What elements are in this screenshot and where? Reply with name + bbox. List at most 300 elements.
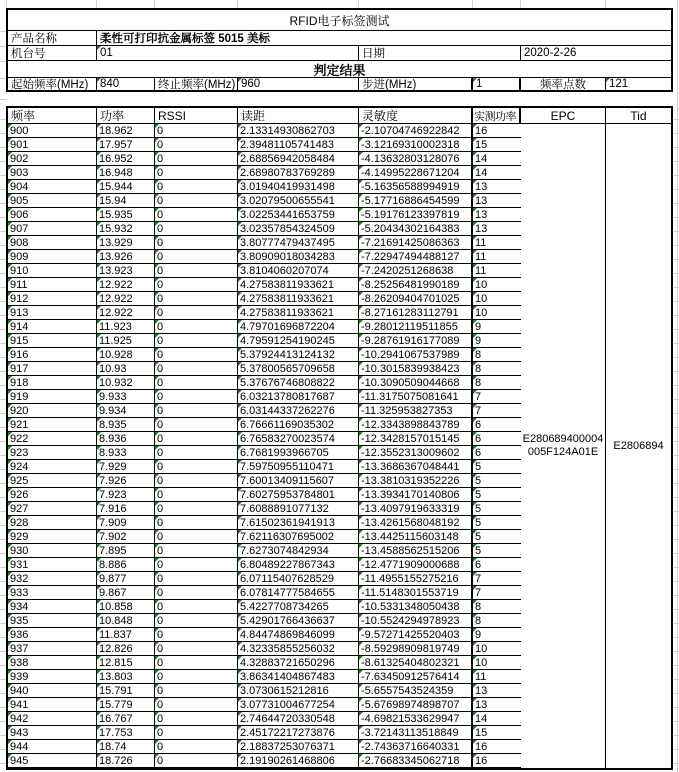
cell-rssi[interactable]: 0 — [155, 194, 238, 207]
cell-measured-power[interactable]: 5 — [473, 474, 521, 487]
machine-no-value[interactable]: 01 — [97, 46, 359, 60]
cell-measured-power[interactable]: 5 — [473, 544, 521, 557]
cell-rssi[interactable]: 0 — [155, 376, 238, 389]
cell-sensitivity[interactable]: -7.63450912576414 — [359, 670, 473, 683]
cell-frequency[interactable]: 920 — [8, 404, 97, 417]
cell-read-range[interactable]: 2.74644720330548 — [238, 712, 359, 725]
cell-frequency[interactable]: 935 — [8, 614, 97, 627]
cell-power[interactable]: 7.926 — [97, 474, 155, 487]
cell-power[interactable]: 10.848 — [97, 614, 155, 627]
cell-rssi[interactable]: 0 — [155, 138, 238, 151]
cell-rssi[interactable]: 0 — [155, 642, 238, 655]
cell-frequency[interactable]: 934 — [8, 600, 97, 613]
cell-measured-power[interactable]: 8 — [473, 614, 521, 627]
col-header-sensitivity[interactable]: 灵敏度 — [359, 108, 473, 123]
cell-sensitivity[interactable]: -10.5331348050438 — [359, 600, 473, 613]
cell-read-range[interactable]: 5.37676746808822 — [238, 376, 359, 389]
cell-measured-power[interactable]: 14 — [473, 166, 521, 179]
cell-power[interactable]: 7.909 — [97, 516, 155, 529]
cell-measured-power[interactable]: 11 — [473, 670, 521, 683]
cell-sensitivity[interactable]: -12.4771909000688 — [359, 558, 473, 571]
cell-power[interactable]: 7.923 — [97, 488, 155, 501]
cell-power[interactable]: 16.952 — [97, 152, 155, 165]
cell-sensitivity[interactable]: -10.3090509044668 — [359, 376, 473, 389]
cell-frequency[interactable]: 932 — [8, 572, 97, 585]
cell-frequency[interactable]: 913 — [8, 306, 97, 319]
col-header-tid[interactable]: Tid — [630, 108, 647, 123]
cell-measured-power[interactable]: 5 — [473, 502, 521, 515]
cell-sensitivity[interactable]: -2.76683345062718 — [359, 754, 473, 767]
cell-frequency[interactable]: 903 — [8, 166, 97, 179]
cell-read-range[interactable]: 6.80489227867343 — [238, 558, 359, 571]
cell-rssi[interactable]: 0 — [155, 292, 238, 305]
cell-power[interactable]: 12.922 — [97, 292, 155, 305]
cell-frequency[interactable]: 928 — [8, 516, 97, 529]
cell-frequency[interactable]: 929 — [8, 530, 97, 543]
cell-frequency[interactable]: 940 — [8, 684, 97, 697]
cell-sensitivity[interactable]: -13.3810319352226 — [359, 474, 473, 487]
cell-read-range[interactable]: 7.60013409115607 — [238, 474, 359, 487]
cell-sensitivity[interactable]: -9.28761916177089 — [359, 334, 473, 347]
verdict-title[interactable]: 判定结果 — [8, 61, 671, 78]
cell-read-range[interactable]: 4.79701696872204 — [238, 320, 359, 333]
cell-read-range[interactable]: 3.8104060207074 — [238, 264, 359, 277]
cell-measured-power[interactable]: 6 — [473, 558, 521, 571]
cell-power[interactable]: 15.935 — [97, 208, 155, 221]
cell-power[interactable]: 7.929 — [97, 460, 155, 473]
cell-rssi[interactable]: 0 — [155, 740, 238, 753]
cell-read-range[interactable]: 6.76661169035302 — [238, 418, 359, 431]
cell-frequency[interactable]: 926 — [8, 488, 97, 501]
cell-frequency[interactable]: 933 — [8, 586, 97, 599]
cell-frequency[interactable]: 939 — [8, 670, 97, 683]
cell-measured-power[interactable]: 13 — [473, 208, 521, 221]
cell-measured-power[interactable]: 7 — [473, 572, 521, 585]
cell-sensitivity[interactable]: -5.19176123397819 — [359, 208, 473, 221]
cell-sensitivity[interactable]: -8.59298909819749 — [359, 642, 473, 655]
cell-read-range[interactable]: 7.59750955110471 — [238, 460, 359, 473]
cell-power[interactable]: 12.922 — [97, 278, 155, 291]
cell-read-range[interactable]: 6.07814777584655 — [238, 586, 359, 599]
col-header-frequency[interactable]: 频率 — [8, 108, 97, 123]
stop-freq-label[interactable]: 终止频率(MHz) — [155, 78, 238, 90]
cell-read-range[interactable]: 6.03144337262276 — [238, 404, 359, 417]
cell-power[interactable]: 15.94 — [97, 194, 155, 207]
cell-read-range[interactable]: 3.0730615212816 — [238, 684, 359, 697]
cell-power[interactable]: 17.753 — [97, 726, 155, 739]
cell-measured-power[interactable]: 6 — [473, 418, 521, 431]
cell-read-range[interactable]: 4.27583811933621 — [238, 278, 359, 291]
cell-sensitivity[interactable]: -7.22947494488127 — [359, 250, 473, 263]
cell-read-range[interactable]: 7.6273074842934 — [238, 544, 359, 557]
freq-points-value[interactable]: 121 — [606, 78, 671, 90]
cell-frequency[interactable]: 918 — [8, 376, 97, 389]
cell-power[interactable]: 9.877 — [97, 572, 155, 585]
col-header-measured-power[interactable]: 实测功率 — [473, 108, 521, 123]
cell-frequency[interactable]: 925 — [8, 474, 97, 487]
cell-power[interactable]: 13.926 — [97, 250, 155, 263]
step-value[interactable]: 1 — [473, 78, 521, 90]
cell-rssi[interactable]: 0 — [155, 474, 238, 487]
cell-sensitivity[interactable]: -13.3686367048441 — [359, 460, 473, 473]
cell-measured-power[interactable]: 11 — [473, 250, 521, 263]
col-header-epc[interactable]: EPC — [521, 108, 606, 123]
cell-frequency[interactable]: 916 — [8, 348, 97, 361]
cell-measured-power[interactable]: 8 — [473, 376, 521, 389]
cell-read-range[interactable]: 6.03213780817687 — [238, 390, 359, 403]
cell-sensitivity[interactable]: -12.3552313009602 — [359, 446, 473, 459]
cell-measured-power[interactable]: 5 — [473, 516, 521, 529]
cell-power[interactable]: 15.791 — [97, 684, 155, 697]
cell-frequency[interactable]: 908 — [8, 236, 97, 249]
cell-frequency[interactable]: 902 — [8, 152, 97, 165]
product-name-value[interactable]: 柔性可打印抗金属标签 5015 美标 — [100, 33, 270, 45]
cell-read-range[interactable]: 3.86341404867483 — [238, 670, 359, 683]
cell-power[interactable]: 9.933 — [97, 390, 155, 403]
epc-merged-cell[interactable] — [521, 124, 606, 768]
cell-read-range[interactable]: 4.84474869846099 — [238, 628, 359, 641]
cell-rssi[interactable]: 0 — [155, 446, 238, 459]
cell-power[interactable]: 11.925 — [97, 334, 155, 347]
cell-measured-power[interactable]: 10 — [473, 278, 521, 291]
cell-measured-power[interactable]: 13 — [473, 194, 521, 207]
cell-rssi[interactable]: 0 — [155, 712, 238, 725]
cell-power[interactable]: 11.837 — [97, 628, 155, 641]
cell-power[interactable]: 13.929 — [97, 236, 155, 249]
cell-power[interactable]: 10.932 — [97, 376, 155, 389]
cell-read-range[interactable]: 7.62116307695002 — [238, 530, 359, 543]
cell-power[interactable]: 7.895 — [97, 544, 155, 557]
cell-sensitivity[interactable]: -7.2420251268638 — [359, 264, 473, 277]
cell-measured-power[interactable]: 13 — [473, 180, 521, 193]
cell-rssi[interactable]: 0 — [155, 166, 238, 179]
cell-rssi[interactable]: 0 — [155, 754, 238, 767]
cell-measured-power[interactable]: 6 — [473, 446, 521, 459]
cell-read-range[interactable]: 6.07115407628529 — [238, 572, 359, 585]
cell-rssi[interactable]: 0 — [155, 684, 238, 697]
cell-read-range[interactable]: 3.07731004677254 — [238, 698, 359, 711]
cell-sensitivity[interactable]: -8.26209404701025 — [359, 292, 473, 305]
cell-sensitivity[interactable]: -10.2941067537989 — [359, 348, 473, 361]
cell-read-range[interactable]: 4.27583811933621 — [238, 306, 359, 319]
cell-frequency[interactable]: 937 — [8, 642, 97, 655]
cell-rssi[interactable]: 0 — [155, 628, 238, 641]
cell-measured-power[interactable]: 13 — [473, 698, 521, 711]
cell-power[interactable]: 13.923 — [97, 264, 155, 277]
cell-measured-power[interactable]: 8 — [473, 348, 521, 361]
cell-frequency[interactable]: 905 — [8, 194, 97, 207]
cell-rssi[interactable]: 0 — [155, 418, 238, 431]
cell-sensitivity[interactable]: -5.16356588994919 — [359, 180, 473, 193]
cell-sensitivity[interactable]: -8.25256481990189 — [359, 278, 473, 291]
cell-rssi[interactable]: 0 — [155, 306, 238, 319]
cell-measured-power[interactable]: 16 — [473, 754, 521, 767]
cell-sensitivity[interactable]: -10.3015839938423 — [359, 362, 473, 375]
cell-rssi[interactable]: 0 — [155, 264, 238, 277]
cell-frequency[interactable]: 906 — [8, 208, 97, 221]
cell-read-range[interactable]: 5.37800565709658 — [238, 362, 359, 375]
cell-sensitivity[interactable]: -3.72143113518849 — [359, 726, 473, 739]
cell-read-range[interactable]: 2.68980783769289 — [238, 166, 359, 179]
cell-frequency[interactable]: 915 — [8, 334, 97, 347]
cell-frequency[interactable]: 907 — [8, 222, 97, 235]
cell-rssi[interactable]: 0 — [155, 124, 238, 137]
cell-frequency[interactable]: 919 — [8, 390, 97, 403]
cell-read-range[interactable]: 3.80909018034283 — [238, 250, 359, 263]
cell-power[interactable]: 10.928 — [97, 348, 155, 361]
cell-frequency[interactable]: 942 — [8, 712, 97, 725]
cell-sensitivity[interactable]: -13.4261568048192 — [359, 516, 473, 529]
cell-frequency[interactable]: 945 — [8, 754, 97, 767]
step-label[interactable]: 步进(MHz) — [359, 78, 473, 90]
cell-rssi[interactable]: 0 — [155, 544, 238, 557]
cell-read-range[interactable]: 2.13314930862703 — [238, 124, 359, 137]
cell-read-range[interactable]: 5.42901766436637 — [238, 614, 359, 627]
cell-power[interactable]: 18.726 — [97, 754, 155, 767]
cell-rssi[interactable]: 0 — [155, 600, 238, 613]
cell-power[interactable]: 9.867 — [97, 586, 155, 599]
cell-frequency[interactable]: 931 — [8, 558, 97, 571]
cell-power[interactable]: 12.922 — [97, 306, 155, 319]
cell-read-range[interactable]: 5.4227708734265 — [238, 600, 359, 613]
cell-power[interactable]: 18.962 — [97, 124, 155, 137]
cell-measured-power[interactable]: 7 — [473, 586, 521, 599]
cell-power[interactable]: 12.826 — [97, 642, 155, 655]
cell-frequency[interactable]: 922 — [8, 432, 97, 445]
cell-measured-power[interactable]: 15 — [473, 726, 521, 739]
cell-read-range[interactable]: 4.79591254190245 — [238, 334, 359, 347]
cell-read-range[interactable]: 2.18837253076371 — [238, 740, 359, 753]
cell-frequency[interactable]: 944 — [8, 740, 97, 753]
cell-frequency[interactable]: 917 — [8, 362, 97, 375]
cell-frequency[interactable]: 901 — [8, 138, 97, 151]
cell-sensitivity[interactable]: -4.14995228671204 — [359, 166, 473, 179]
cell-measured-power[interactable]: 9 — [473, 320, 521, 333]
cell-power[interactable]: 10.93 — [97, 362, 155, 375]
col-header-read-range[interactable]: 读距 — [238, 108, 359, 123]
cell-read-range[interactable]: 6.7681993966705 — [238, 446, 359, 459]
cell-sensitivity[interactable]: -7.21691425086363 — [359, 236, 473, 249]
cell-rssi[interactable]: 0 — [155, 488, 238, 501]
cell-frequency[interactable]: 943 — [8, 726, 97, 739]
cell-rssi[interactable]: 0 — [155, 236, 238, 249]
cell-rssi[interactable]: 0 — [155, 656, 238, 669]
cell-rssi[interactable]: 0 — [155, 698, 238, 711]
cell-power[interactable]: 8.933 — [97, 446, 155, 459]
cell-measured-power[interactable]: 10 — [473, 306, 521, 319]
cell-measured-power[interactable]: 16 — [473, 740, 521, 753]
cell-measured-power[interactable]: 5 — [473, 488, 521, 501]
cell-read-range[interactable]: 3.02253441653759 — [238, 208, 359, 221]
cell-power[interactable]: 9.934 — [97, 404, 155, 417]
cell-power[interactable]: 15.944 — [97, 180, 155, 193]
cell-rssi[interactable]: 0 — [155, 516, 238, 529]
cell-measured-power[interactable]: 5 — [473, 530, 521, 543]
product-name-label[interactable]: 产品名称 — [8, 31, 97, 45]
cell-sensitivity[interactable]: -13.3934170140806 — [359, 488, 473, 501]
cell-measured-power[interactable]: 15 — [473, 138, 521, 151]
cell-rssi[interactable]: 0 — [155, 530, 238, 543]
cell-read-range[interactable]: 2.45172217273876 — [238, 726, 359, 739]
cell-frequency[interactable]: 930 — [8, 544, 97, 557]
cell-rssi[interactable]: 0 — [155, 670, 238, 683]
cell-power[interactable]: 8.886 — [97, 558, 155, 571]
cell-sensitivity[interactable]: -5.6557543524359 — [359, 684, 473, 697]
cell-sensitivity[interactable]: -9.57271425520403 — [359, 628, 473, 641]
start-freq-value[interactable]: 840 — [97, 78, 155, 90]
cell-frequency[interactable]: 910 — [8, 264, 97, 277]
cell-sensitivity[interactable]: -2.74363716640331 — [359, 740, 473, 753]
cell-power[interactable]: 15.932 — [97, 222, 155, 235]
cell-rssi[interactable]: 0 — [155, 558, 238, 571]
cell-power[interactable]: 16.767 — [97, 712, 155, 725]
cell-sensitivity[interactable]: -4.13632803128076 — [359, 152, 473, 165]
cell-measured-power[interactable]: 16 — [473, 124, 521, 137]
cell-sensitivity[interactable]: -11.5148301553719 — [359, 586, 473, 599]
cell-rssi[interactable]: 0 — [155, 572, 238, 585]
cell-sensitivity[interactable]: -11.3175075081641 — [359, 390, 473, 403]
cell-measured-power[interactable]: 10 — [473, 292, 521, 305]
cell-sensitivity[interactable]: -5.20434302164383 — [359, 222, 473, 235]
cell-rssi[interactable]: 0 — [155, 362, 238, 375]
cell-sensitivity[interactable]: -3.12169310002318 — [359, 138, 473, 151]
cell-power[interactable]: 15.779 — [97, 698, 155, 711]
cell-sensitivity[interactable]: -11.325953827353 — [359, 404, 473, 417]
cell-power[interactable]: 12.815 — [97, 656, 155, 669]
cell-power[interactable]: 17.957 — [97, 138, 155, 151]
cell-measured-power[interactable]: 9 — [473, 334, 521, 347]
cell-rssi[interactable]: 0 — [155, 586, 238, 599]
cell-read-range[interactable]: 7.60275953784801 — [238, 488, 359, 501]
cell-sensitivity[interactable]: -13.4097919633319 — [359, 502, 473, 515]
cell-read-range[interactable]: 4.32883721650296 — [238, 656, 359, 669]
cell-sensitivity[interactable]: -13.4425115603148 — [359, 530, 473, 543]
cell-rssi[interactable]: 0 — [155, 180, 238, 193]
cell-sensitivity[interactable]: -9.28012119511855 — [359, 320, 473, 333]
cell-measured-power[interactable]: 13 — [473, 222, 521, 235]
cell-measured-power[interactable]: 7 — [473, 390, 521, 403]
start-freq-label[interactable]: 起始频率(MHz) — [8, 78, 97, 90]
cell-frequency[interactable]: 900 — [8, 124, 97, 137]
cell-frequency[interactable]: 924 — [8, 460, 97, 473]
cell-rssi[interactable]: 0 — [155, 278, 238, 291]
cell-measured-power[interactable]: 8 — [473, 600, 521, 613]
cell-power[interactable]: 13.803 — [97, 670, 155, 683]
cell-measured-power[interactable]: 6 — [473, 432, 521, 445]
cell-sensitivity[interactable]: -12.3428157015145 — [359, 432, 473, 445]
cell-rssi[interactable]: 0 — [155, 432, 238, 445]
cell-measured-power[interactable]: 5 — [473, 460, 521, 473]
cell-sensitivity[interactable]: -4.69821533629947 — [359, 712, 473, 725]
machine-no-label[interactable]: 机台号 — [8, 46, 97, 60]
cell-sensitivity[interactable]: -5.67698974898707 — [359, 698, 473, 711]
cell-sensitivity[interactable]: -8.27161283112791 — [359, 306, 473, 319]
cell-frequency[interactable]: 936 — [8, 628, 97, 641]
date-label[interactable]: 日期 — [359, 46, 521, 60]
cell-rssi[interactable]: 0 — [155, 390, 238, 403]
cell-frequency[interactable]: 941 — [8, 698, 97, 711]
cell-measured-power[interactable]: 14 — [473, 152, 521, 165]
cell-power[interactable]: 8.935 — [97, 418, 155, 431]
col-header-power[interactable]: 功率 — [97, 108, 155, 123]
cell-read-range[interactable]: 4.27583811933621 — [238, 292, 359, 305]
cell-sensitivity[interactable]: -12.3343898843789 — [359, 418, 473, 431]
cell-read-range[interactable]: 5.37924413124132 — [238, 348, 359, 361]
cell-power[interactable]: 11.923 — [97, 320, 155, 333]
cell-rssi[interactable]: 0 — [155, 320, 238, 333]
cell-read-range[interactable]: 2.19190261468806 — [238, 754, 359, 767]
cell-frequency[interactable]: 927 — [8, 502, 97, 515]
cell-power[interactable]: 7.902 — [97, 530, 155, 543]
cell-rssi[interactable]: 0 — [155, 334, 238, 347]
cell-frequency[interactable]: 911 — [8, 278, 97, 291]
cell-measured-power[interactable]: 11 — [473, 264, 521, 277]
col-header-rssi[interactable]: RSSI — [155, 108, 238, 123]
cell-rssi[interactable]: 0 — [155, 152, 238, 165]
cell-measured-power[interactable]: 9 — [473, 628, 521, 641]
cell-frequency[interactable]: 909 — [8, 250, 97, 263]
cell-read-range[interactable]: 3.80777479437495 — [238, 236, 359, 249]
cell-frequency[interactable]: 921 — [8, 418, 97, 431]
cell-frequency[interactable]: 938 — [8, 656, 97, 669]
cell-measured-power[interactable]: 10 — [473, 642, 521, 655]
cell-read-range[interactable]: 3.02357854324509 — [238, 222, 359, 235]
cell-power[interactable]: 7.916 — [97, 502, 155, 515]
cell-measured-power[interactable]: 13 — [473, 684, 521, 697]
cell-rssi[interactable]: 0 — [155, 726, 238, 739]
cell-read-range[interactable]: 7.61502361941913 — [238, 516, 359, 529]
cell-measured-power[interactable]: 10 — [473, 656, 521, 669]
cell-read-range[interactable]: 2.68856942058484 — [238, 152, 359, 165]
cell-rssi[interactable]: 0 — [155, 348, 238, 361]
stop-freq-value[interactable]: 960 — [238, 78, 359, 90]
cell-frequency[interactable]: 904 — [8, 180, 97, 193]
cell-power[interactable]: 10.858 — [97, 600, 155, 613]
cell-sensitivity[interactable]: -10.5524294978923 — [359, 614, 473, 627]
freq-points-label[interactable]: 频率点数 — [521, 78, 606, 90]
cell-sensitivity[interactable]: -8.61325404802321 — [359, 656, 473, 669]
cell-rssi[interactable]: 0 — [155, 502, 238, 515]
cell-read-range[interactable]: 7.6088891077132 — [238, 502, 359, 515]
cell-read-range[interactable]: 4.32335855256032 — [238, 642, 359, 655]
cell-sensitivity[interactable]: -2.10704746922842 — [359, 124, 473, 137]
cell-read-range[interactable]: 2.39481105741483 — [238, 138, 359, 151]
cell-power[interactable]: 8.936 — [97, 432, 155, 445]
date-value[interactable]: 2020-2-26 — [524, 47, 577, 59]
sheet-title[interactable]: RFID电子标签测试 — [8, 10, 671, 31]
cell-measured-power[interactable]: 14 — [473, 712, 521, 725]
cell-rssi[interactable]: 0 — [155, 404, 238, 417]
cell-frequency[interactable]: 914 — [8, 320, 97, 333]
cell-sensitivity[interactable]: -11.4955155275216 — [359, 572, 473, 585]
cell-rssi[interactable]: 0 — [155, 460, 238, 473]
cell-power[interactable]: 16.948 — [97, 166, 155, 179]
cell-frequency[interactable]: 912 — [8, 292, 97, 305]
cell-measured-power[interactable]: 11 — [473, 236, 521, 249]
cell-measured-power[interactable]: 8 — [473, 362, 521, 375]
cell-measured-power[interactable]: 7 — [473, 404, 521, 417]
cell-read-range[interactable]: 3.01940419931498 — [238, 180, 359, 193]
cell-rssi[interactable]: 0 — [155, 222, 238, 235]
cell-rssi[interactable]: 0 — [155, 614, 238, 627]
cell-read-range[interactable]: 6.76583270023574 — [238, 432, 359, 445]
cell-rssi[interactable]: 0 — [155, 250, 238, 263]
cell-sensitivity[interactable]: -13.4588562515206 — [359, 544, 473, 557]
tid-merged-cell[interactable] — [606, 124, 671, 768]
cell-read-range[interactable]: 3.02079500655541 — [238, 194, 359, 207]
cell-sensitivity[interactable]: -5.17716886454599 — [359, 194, 473, 207]
cell-rssi[interactable]: 0 — [155, 208, 238, 221]
